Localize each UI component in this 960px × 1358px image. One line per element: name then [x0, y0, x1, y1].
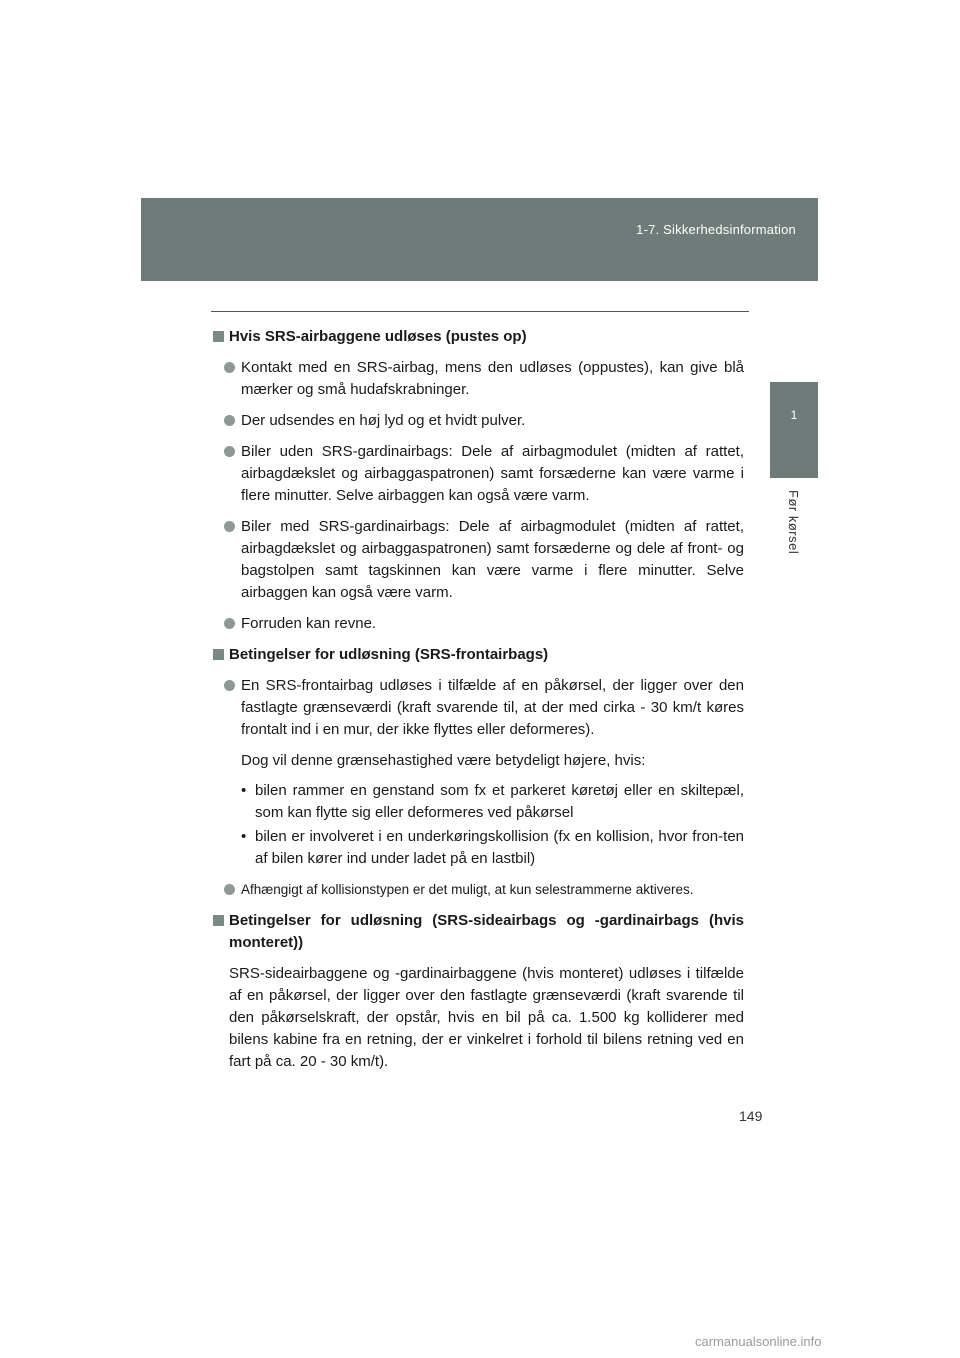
sub-bullet-marker: • [241, 828, 247, 845]
bullet-item [213, 613, 744, 635]
sub-bullet-item [213, 826, 744, 870]
square-bullet-icon [213, 331, 224, 342]
paragraph: Dog vil denne grænsehastighed være betydeligt højere, hvis: [241, 752, 646, 769]
bullet-item [213, 516, 744, 604]
section-heading-text: Hvis SRS-airbaggene udløses (pustes op) [229, 328, 527, 345]
sub-bullet-marker: • [241, 782, 247, 799]
sub-bullet-item [213, 780, 744, 824]
bullet-text: Biler med SRS-gardinairbags: Dele af airbagmodulet (midten af rattet, airbagdækslet og airbaggaspatronen) samt forsæderne og dele af front- og bagstolpen samt tagskinnen kan være varme i flere minutter. Selve airbaggen kan også være varm. [241, 518, 744, 601]
circle-bullet-icon [224, 446, 235, 457]
chapter-number: 1 [790, 408, 798, 422]
page-content [213, 326, 744, 1081]
circle-bullet-icon [224, 415, 235, 426]
section-heading [213, 326, 744, 348]
sub-bullet-text: bilen er involveret i en underkøringskollision (fx en kollision, hvor fron-ten af bilen kører ind under ladet på en lastbil) [255, 828, 744, 867]
chapter-label: Før kørsel [786, 490, 801, 555]
bullet-item [213, 879, 744, 901]
header-bar [141, 198, 818, 281]
square-bullet-icon [213, 649, 224, 660]
section-heading [213, 644, 744, 666]
page-number: 149 [739, 1108, 763, 1124]
sub-bullet-text: bilen rammer en genstand som fx et parkeret køretøj eller en skiltepæl, som kan flytte sig eller deformeres ved påkørsel [255, 782, 744, 821]
paragraph: SRS-sideairbaggene og -gardinairbaggene (hvis monteret) udløses i tilfælde af en påkørsel, der ligger over den fastlagte grænseværdi (kraft svarende til den påkørselskraft, der opstår, hvis en bil på ca. 1.500 kg kolliderer med bilens kabine fra en retning, der er vinkelret i forhold til bilens retning ved en fart på ca. 20 - 30 km/t). [229, 965, 744, 1070]
bullet-text: Kontakt med en SRS-airbag, mens den udløses (oppustes), kan give blå mærker og små hudafskrabninger. [241, 359, 744, 398]
bullet-text: En SRS-frontairbag udløses i tilfælde af en påkørsel, der ligger over den fastlagte grænseværdi (kraft svarende til, at der med cirka - 30 km/t køres frontalt ind i en mur, der ikke flyttes eller deformeres). [241, 677, 744, 738]
circle-bullet-icon [224, 884, 235, 895]
bullet-text: Forruden kan revne. [241, 615, 377, 632]
bullet-item [213, 675, 744, 741]
circle-bullet-icon [224, 680, 235, 691]
circle-bullet-icon [224, 521, 235, 532]
bullet-text: Afhængigt af kollisionstypen er det muligt, at kun selestrammerne aktiveres. [241, 882, 694, 897]
circle-bullet-icon [224, 362, 235, 373]
section-heading-text: Betingelser for udløsning (SRS-sideairbags og -gardinairbags (hvis monteret)) [229, 912, 744, 951]
bullet-item [213, 410, 744, 432]
bullet-item [213, 441, 744, 507]
section-heading [213, 910, 744, 954]
watermark: carmanualsonline.info [695, 1334, 822, 1349]
chapter-tab [770, 382, 818, 478]
square-bullet-icon [213, 915, 224, 926]
circle-bullet-icon [224, 618, 235, 629]
bullet-item [213, 357, 744, 401]
header-title: 1-7. Sikkerhedsinformation [636, 222, 796, 237]
bullet-text: Biler uden SRS-gardinairbags: Dele af airbagmodulet (midten af rattet, airbagdækslet og airbaggaspatronen) samt forsæderne kan være varme i flere minutter. Selve airbaggen kan også være varm. [241, 443, 744, 504]
bullet-text: Der udsendes en høj lyd og et hvidt pulver. [241, 412, 526, 429]
top-divider [211, 311, 749, 312]
section-heading-text: Betingelser for udløsning (SRS-frontairbags) [229, 646, 549, 663]
